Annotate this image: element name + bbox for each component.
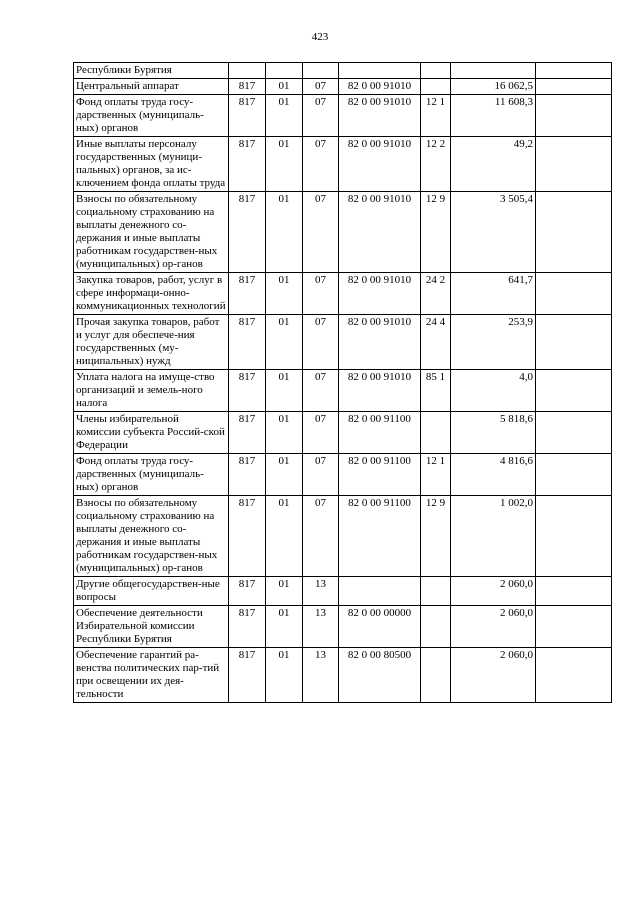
table-row: [74, 496, 612, 577]
amount-cell: 5 818,6: [451, 412, 536, 454]
table-row: [74, 63, 612, 79]
row-name-cell: Закупка товаров, работ, услуг в сфере информаци-онно-коммуникационных технологий: [74, 273, 229, 315]
subsection-code-cell: 07: [303, 273, 339, 315]
table-row: [74, 577, 612, 606]
section-code-cell: 01: [266, 577, 303, 606]
table-row: [74, 273, 612, 315]
subsection-code-cell: 07: [303, 95, 339, 137]
section-code-cell: 01: [266, 496, 303, 577]
extra-cell: [536, 192, 612, 273]
ved-code-cell: 817: [229, 273, 266, 315]
row-name-cell: Члены избирательной комиссии субъекта Россий-ской Федерации: [74, 412, 229, 454]
extra-cell: [536, 79, 612, 95]
target-article-code-cell: 82 0 00 91010: [339, 315, 421, 370]
expense-type-code-cell: 12 1: [421, 95, 451, 137]
amount-cell: 1 002,0: [451, 496, 536, 577]
expense-type-code-cell: 24 2: [421, 273, 451, 315]
extra-cell: [536, 412, 612, 454]
amount-cell: 49,2: [451, 137, 536, 192]
ved-code-cell: 817: [229, 192, 266, 273]
expense-type-code-cell: 12 2: [421, 137, 451, 192]
subsection-code-cell: 07: [303, 496, 339, 577]
target-article-code-cell: 82 0 00 91010: [339, 370, 421, 412]
target-article-code-cell: 82 0 00 91010: [339, 192, 421, 273]
subsection-code-cell: 07: [303, 192, 339, 273]
subsection-code-cell: 07: [303, 454, 339, 496]
subsection-code-cell: [303, 63, 339, 79]
subsection-code-cell: 07: [303, 315, 339, 370]
table-row: [74, 648, 612, 703]
amount-cell: 4,0: [451, 370, 536, 412]
ved-code-cell: 817: [229, 79, 266, 95]
expense-type-code-cell: [421, 79, 451, 95]
ved-code-cell: 817: [229, 454, 266, 496]
extra-cell: [536, 137, 612, 192]
amount-cell: 16 062,5: [451, 79, 536, 95]
subsection-code-cell: 13: [303, 577, 339, 606]
amount-cell: 4 816,6: [451, 454, 536, 496]
table-row: [74, 79, 612, 95]
target-article-code-cell: 82 0 00 80500: [339, 648, 421, 703]
expense-type-code-cell: 24 4: [421, 315, 451, 370]
section-code-cell: 01: [266, 606, 303, 648]
extra-cell: [536, 315, 612, 370]
table-row: [74, 412, 612, 454]
amount-cell: 2 060,0: [451, 577, 536, 606]
ved-code-cell: 817: [229, 137, 266, 192]
expense-type-code-cell: 85 1: [421, 370, 451, 412]
page-number: 423: [311, 31, 329, 43]
amount-cell: 2 060,0: [451, 606, 536, 648]
section-code-cell: [266, 63, 303, 79]
amount-cell: [451, 63, 536, 79]
row-name-cell: Центральный аппарат: [74, 79, 229, 95]
target-article-code-cell: 82 0 00 00000: [339, 606, 421, 648]
target-article-code-cell: [339, 63, 421, 79]
section-code-cell: 01: [266, 370, 303, 412]
row-name-cell: Фонд оплаты труда госу-дарственных (муниципаль-ных) органов: [74, 454, 229, 496]
ved-code-cell: 817: [229, 370, 266, 412]
amount-cell: 3 505,4: [451, 192, 536, 273]
section-code-cell: 01: [266, 315, 303, 370]
row-name-cell: Взносы по обязательному социальному страхованию на выплаты денежного со-держания и иные выплаты работникам государствен-ных (муниципальных) ор-ганов: [74, 496, 229, 577]
row-name-cell: Обеспечение гарантий ра-венства политических пар-тий при освещении их дея-тельности: [74, 648, 229, 703]
section-code-cell: 01: [266, 79, 303, 95]
expense-type-code-cell: 12 9: [421, 496, 451, 577]
expense-type-code-cell: [421, 606, 451, 648]
row-name-cell: Обеспечение деятельности Избирательной комиссии Республики Бурятия: [74, 606, 229, 648]
target-article-code-cell: 82 0 00 91100: [339, 412, 421, 454]
expense-type-code-cell: 12 9: [421, 192, 451, 273]
amount-cell: 11 608,3: [451, 95, 536, 137]
row-name-cell: Взносы по обязательному социальному страхованию на выплаты денежного со-держания и иные выплаты работникам государствен-ных (муниципальных) ор-ганов: [74, 192, 229, 273]
extra-cell: [536, 273, 612, 315]
amount-cell: 641,7: [451, 273, 536, 315]
table-row: [74, 606, 612, 648]
subsection-code-cell: 07: [303, 137, 339, 192]
ved-code-cell: 817: [229, 315, 266, 370]
table-row: [74, 370, 612, 412]
subsection-code-cell: 13: [303, 648, 339, 703]
section-code-cell: 01: [266, 454, 303, 496]
extra-cell: [536, 496, 612, 577]
ved-code-cell: 817: [229, 95, 266, 137]
table-row: [74, 137, 612, 192]
expense-type-code-cell: [421, 63, 451, 79]
ved-code-cell: 817: [229, 412, 266, 454]
row-name-cell: Фонд оплаты труда госу-дарственных (муниципаль-ных) органов: [74, 95, 229, 137]
target-article-code-cell: 82 0 00 91100: [339, 496, 421, 577]
extra-cell: [536, 454, 612, 496]
section-code-cell: 01: [266, 192, 303, 273]
table-row: [74, 192, 612, 273]
table-row: [74, 454, 612, 496]
subsection-code-cell: 07: [303, 370, 339, 412]
extra-cell: [536, 606, 612, 648]
subsection-code-cell: 07: [303, 412, 339, 454]
row-name-cell: Республики Бурятия: [74, 63, 229, 79]
ved-code-cell: [229, 63, 266, 79]
amount-cell: 2 060,0: [451, 648, 536, 703]
table-row: [74, 95, 612, 137]
extra-cell: [536, 577, 612, 606]
row-name-cell: Уплата налога на имуще-ство организаций и земель-ного налога: [74, 370, 229, 412]
target-article-code-cell: [339, 577, 421, 606]
extra-cell: [536, 648, 612, 703]
section-code-cell: 01: [266, 137, 303, 192]
ved-code-cell: 817: [229, 606, 266, 648]
target-article-code-cell: 82 0 00 91100: [339, 454, 421, 496]
budget-table: [73, 62, 612, 703]
amount-cell: 253,9: [451, 315, 536, 370]
section-code-cell: 01: [266, 95, 303, 137]
expense-type-code-cell: [421, 577, 451, 606]
row-name-cell: Другие общегосударствен-ные вопросы: [74, 577, 229, 606]
ved-code-cell: 817: [229, 577, 266, 606]
row-name-cell: Прочая закупка товаров, работ и услуг для обеспече-ния государственных (му-ниципальных) нужд: [74, 315, 229, 370]
section-code-cell: 01: [266, 412, 303, 454]
extra-cell: [536, 63, 612, 79]
table-row: [74, 315, 612, 370]
extra-cell: [536, 95, 612, 137]
expense-type-code-cell: [421, 412, 451, 454]
target-article-code-cell: 82 0 00 91010: [339, 137, 421, 192]
section-code-cell: 01: [266, 648, 303, 703]
section-code-cell: 01: [266, 273, 303, 315]
ved-code-cell: 817: [229, 648, 266, 703]
subsection-code-cell: 13: [303, 606, 339, 648]
expense-type-code-cell: [421, 648, 451, 703]
row-name-cell: Иные выплаты персоналу государственных (муници-пальных) органов, за ис-ключением фонда оплаты труда: [74, 137, 229, 192]
subsection-code-cell: 07: [303, 79, 339, 95]
extra-cell: [536, 370, 612, 412]
target-article-code-cell: 82 0 00 91010: [339, 273, 421, 315]
ved-code-cell: 817: [229, 496, 266, 577]
expense-type-code-cell: 12 1: [421, 454, 451, 496]
target-article-code-cell: 82 0 00 91010: [339, 95, 421, 137]
target-article-code-cell: 82 0 00 91010: [339, 79, 421, 95]
